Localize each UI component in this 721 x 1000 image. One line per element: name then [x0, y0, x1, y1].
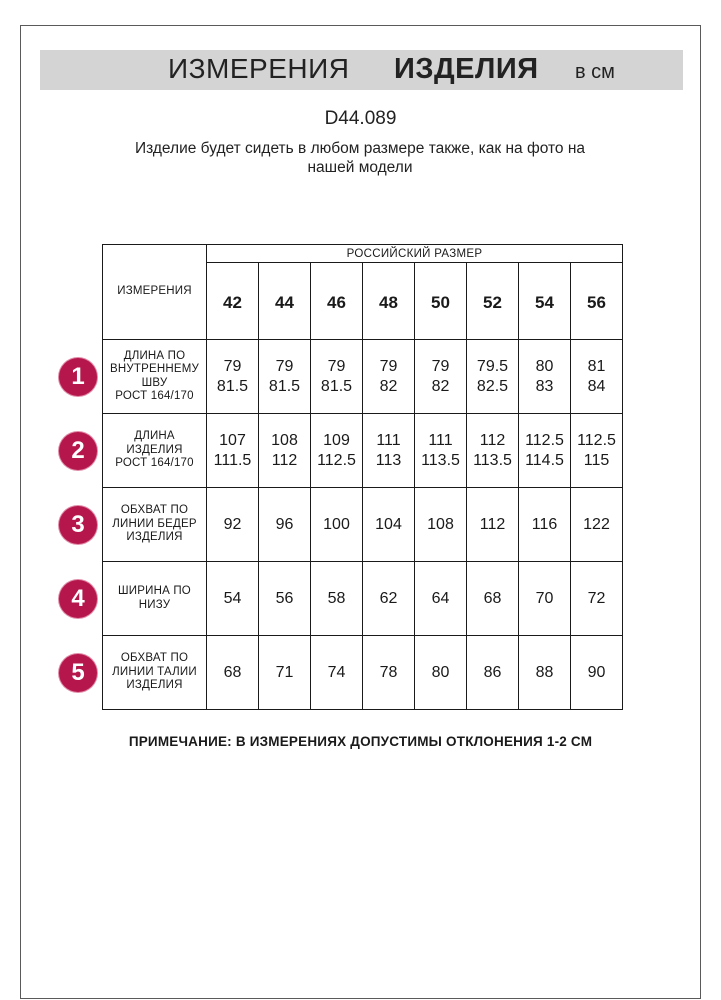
value-cell-size-46 [311, 340, 363, 414]
value-line: 74 [327, 663, 346, 681]
label-line: ОБХВАТ ПО [120, 652, 189, 665]
measurement-label [103, 636, 207, 710]
value-line: 79 [379, 357, 398, 375]
value-line: 79 [223, 357, 242, 375]
label-line: РОСТ 164/170 [115, 457, 194, 470]
title-part-1: ИЗМЕРЕНИЯ [168, 53, 350, 84]
value-line: 113.5 [421, 451, 460, 469]
value-cell-size-54 [519, 488, 571, 562]
value-cell-size-50 [415, 636, 467, 710]
size-50: 50 [415, 263, 467, 340]
value-cell-size-56 [571, 636, 623, 710]
value-line: 104 [375, 515, 402, 533]
value-line: 80 [535, 357, 554, 375]
value-cell-size-48 [363, 414, 415, 488]
size-54: 54 [519, 263, 571, 340]
label-line: ШИРИНА ПО [118, 585, 191, 597]
value-line: 96 [275, 515, 294, 533]
value-cell-size-52 [467, 636, 519, 710]
value-cell-size-46 [311, 636, 363, 710]
value-line: 81.5 [216, 377, 249, 395]
value-line: 79 [275, 357, 294, 375]
row-number-badge-5: 5 [59, 654, 97, 692]
label-line: ИЗДЕЛИЯ [126, 443, 183, 456]
row-number-badge-4: 4 [59, 580, 97, 618]
size-52: 52 [467, 263, 519, 340]
label-line: ИЗДЕЛИЯ [126, 679, 183, 692]
value-line: 79 [431, 357, 450, 375]
value-line: 111 [376, 431, 401, 449]
value-line: 81 [587, 357, 606, 375]
value-cell-size-48 [363, 636, 415, 710]
value-line: 81.5 [268, 377, 301, 395]
value-line: 109 [323, 431, 350, 449]
value-line: 79.5 [476, 357, 509, 375]
size-42: 42 [207, 263, 259, 340]
size-44: 44 [259, 263, 311, 340]
value-cell-size-42 [207, 488, 259, 562]
size-56: 56 [571, 263, 623, 340]
value-line: 68 [223, 663, 242, 681]
value-line: 64 [431, 589, 450, 607]
value-cell-size-42 [207, 562, 259, 636]
value-line: 113 [375, 451, 402, 469]
value-line: 82 [431, 377, 450, 395]
measurement-row-4 [103, 562, 623, 636]
value-cell-size-54 [519, 340, 571, 414]
value-cell-size-48 [363, 488, 415, 562]
value-line: 112 [271, 451, 298, 469]
label-line: ИЗДЕЛИЯ [126, 531, 183, 544]
value-cell-size-54 [519, 414, 571, 488]
value-cell-size-52 [467, 340, 519, 414]
measurement-row-2 [103, 414, 623, 488]
label-line: РОСТ 164/170 [115, 390, 194, 402]
measurement-row-3 [103, 488, 623, 562]
value-cell-size-46 [311, 414, 363, 488]
value-line: 112 [479, 431, 506, 449]
value-cell-size-56 [571, 340, 623, 414]
value-line: 84 [587, 377, 606, 395]
size-group-header: РОССИЙСКИЙ РАЗМЕР [207, 245, 623, 263]
value-line: 112.5 [525, 431, 564, 449]
value-cell-size-42 [207, 340, 259, 414]
product-code: D44.089 [324, 108, 397, 129]
tolerance-note: ПРИМЕЧАНИЕ: В ИЗМЕРЕНИЯХ ДОПУСТИМЫ ОТКЛОНЕНИЯ 1-2 СМ [128, 734, 593, 749]
value-cell-size-52 [467, 562, 519, 636]
measurement-label [103, 414, 207, 488]
value-line: 72 [587, 589, 606, 607]
value-line: 112.5 [577, 431, 616, 449]
value-line: 54 [223, 589, 242, 607]
value-line: 86 [483, 663, 502, 681]
measurement-label [103, 340, 207, 414]
value-cell-size-44 [259, 488, 311, 562]
value-line: 68 [483, 589, 502, 607]
label-line: ЛИНИИ ТАЛИИ [112, 665, 197, 678]
size-48: 48 [363, 263, 415, 340]
value-line: 107 [219, 431, 246, 449]
value-line: 79 [327, 357, 346, 375]
row-number-badge-1: 1 [59, 358, 97, 396]
value-cell-size-52 [467, 414, 519, 488]
measurements-table [102, 244, 623, 710]
value-line: 90 [587, 663, 606, 681]
value-line: 88 [535, 663, 554, 681]
value-cell-size-54 [519, 636, 571, 710]
value-cell-size-50 [415, 488, 467, 562]
label-line: ЛИНИИ БЕДЕР [112, 517, 197, 530]
value-cell-size-46 [311, 488, 363, 562]
value-line: 82.5 [476, 377, 509, 395]
value-line: 58 [327, 589, 346, 607]
label-line: ШВУ [141, 376, 168, 389]
label-line: ОБХВАТ ПО [120, 504, 189, 517]
fit-description: Изделие будет сидеть в любом размере также, как на фото на нашей модели [134, 140, 586, 176]
value-line: 111 [428, 431, 453, 449]
label-line: НИЗУ [138, 598, 171, 611]
title-unit: в см [575, 61, 615, 83]
value-line: 78 [379, 663, 398, 681]
value-cell-size-50 [415, 414, 467, 488]
header-row-group [103, 245, 623, 263]
value-line: 122 [583, 515, 610, 533]
value-line: 81.5 [320, 377, 353, 395]
size-46: 46 [311, 263, 363, 340]
title-part-2: ИЗДЕЛИЯ [394, 53, 539, 85]
value-line: 80 [431, 663, 450, 681]
value-line: 112 [479, 515, 506, 533]
value-line: 92 [223, 515, 242, 533]
value-line: 112.5 [317, 451, 356, 469]
value-line: 100 [323, 515, 350, 533]
value-line: 82 [379, 377, 398, 395]
value-cell-size-44 [259, 636, 311, 710]
measurement-label [103, 562, 207, 636]
value-line: 56 [275, 589, 294, 607]
value-cell-size-56 [571, 414, 623, 488]
value-cell-size-42 [207, 414, 259, 488]
value-line: 115 [583, 451, 610, 469]
measurement-row-5 [103, 636, 623, 710]
corner-label-cell: ИЗМЕРЕНИЯ [103, 245, 207, 340]
value-cell-size-50 [415, 562, 467, 636]
value-cell-size-56 [571, 488, 623, 562]
value-line: 108 [271, 431, 298, 449]
value-line: 62 [379, 589, 398, 607]
label-line: ДЛИНА ПО [123, 349, 186, 362]
value-cell-size-56 [571, 562, 623, 636]
row-number-badge-3: 3 [59, 506, 97, 544]
value-cell-size-46 [311, 562, 363, 636]
row-number-badge-2: 2 [59, 432, 97, 470]
measurement-label [103, 488, 207, 562]
value-line: 70 [535, 589, 554, 607]
value-cell-size-48 [363, 562, 415, 636]
value-cell-size-44 [259, 414, 311, 488]
value-cell-size-44 [259, 340, 311, 414]
value-cell-size-54 [519, 562, 571, 636]
value-cell-size-50 [415, 340, 467, 414]
value-line: 113.5 [473, 451, 512, 469]
value-cell-size-44 [259, 562, 311, 636]
value-line: 111.5 [213, 451, 252, 469]
label-line: ВНУТРЕННЕМУ [109, 363, 199, 375]
value-cell-size-48 [363, 340, 415, 414]
value-line: 108 [427, 515, 454, 533]
value-cell-size-52 [467, 488, 519, 562]
value-line: 116 [531, 515, 558, 533]
value-line: 83 [535, 377, 554, 395]
value-line: 114.5 [525, 451, 564, 469]
measurement-row-1 [103, 340, 623, 414]
value-line: 71 [275, 663, 294, 681]
label-line: ДЛИНА [134, 430, 175, 443]
value-cell-size-42 [207, 636, 259, 710]
